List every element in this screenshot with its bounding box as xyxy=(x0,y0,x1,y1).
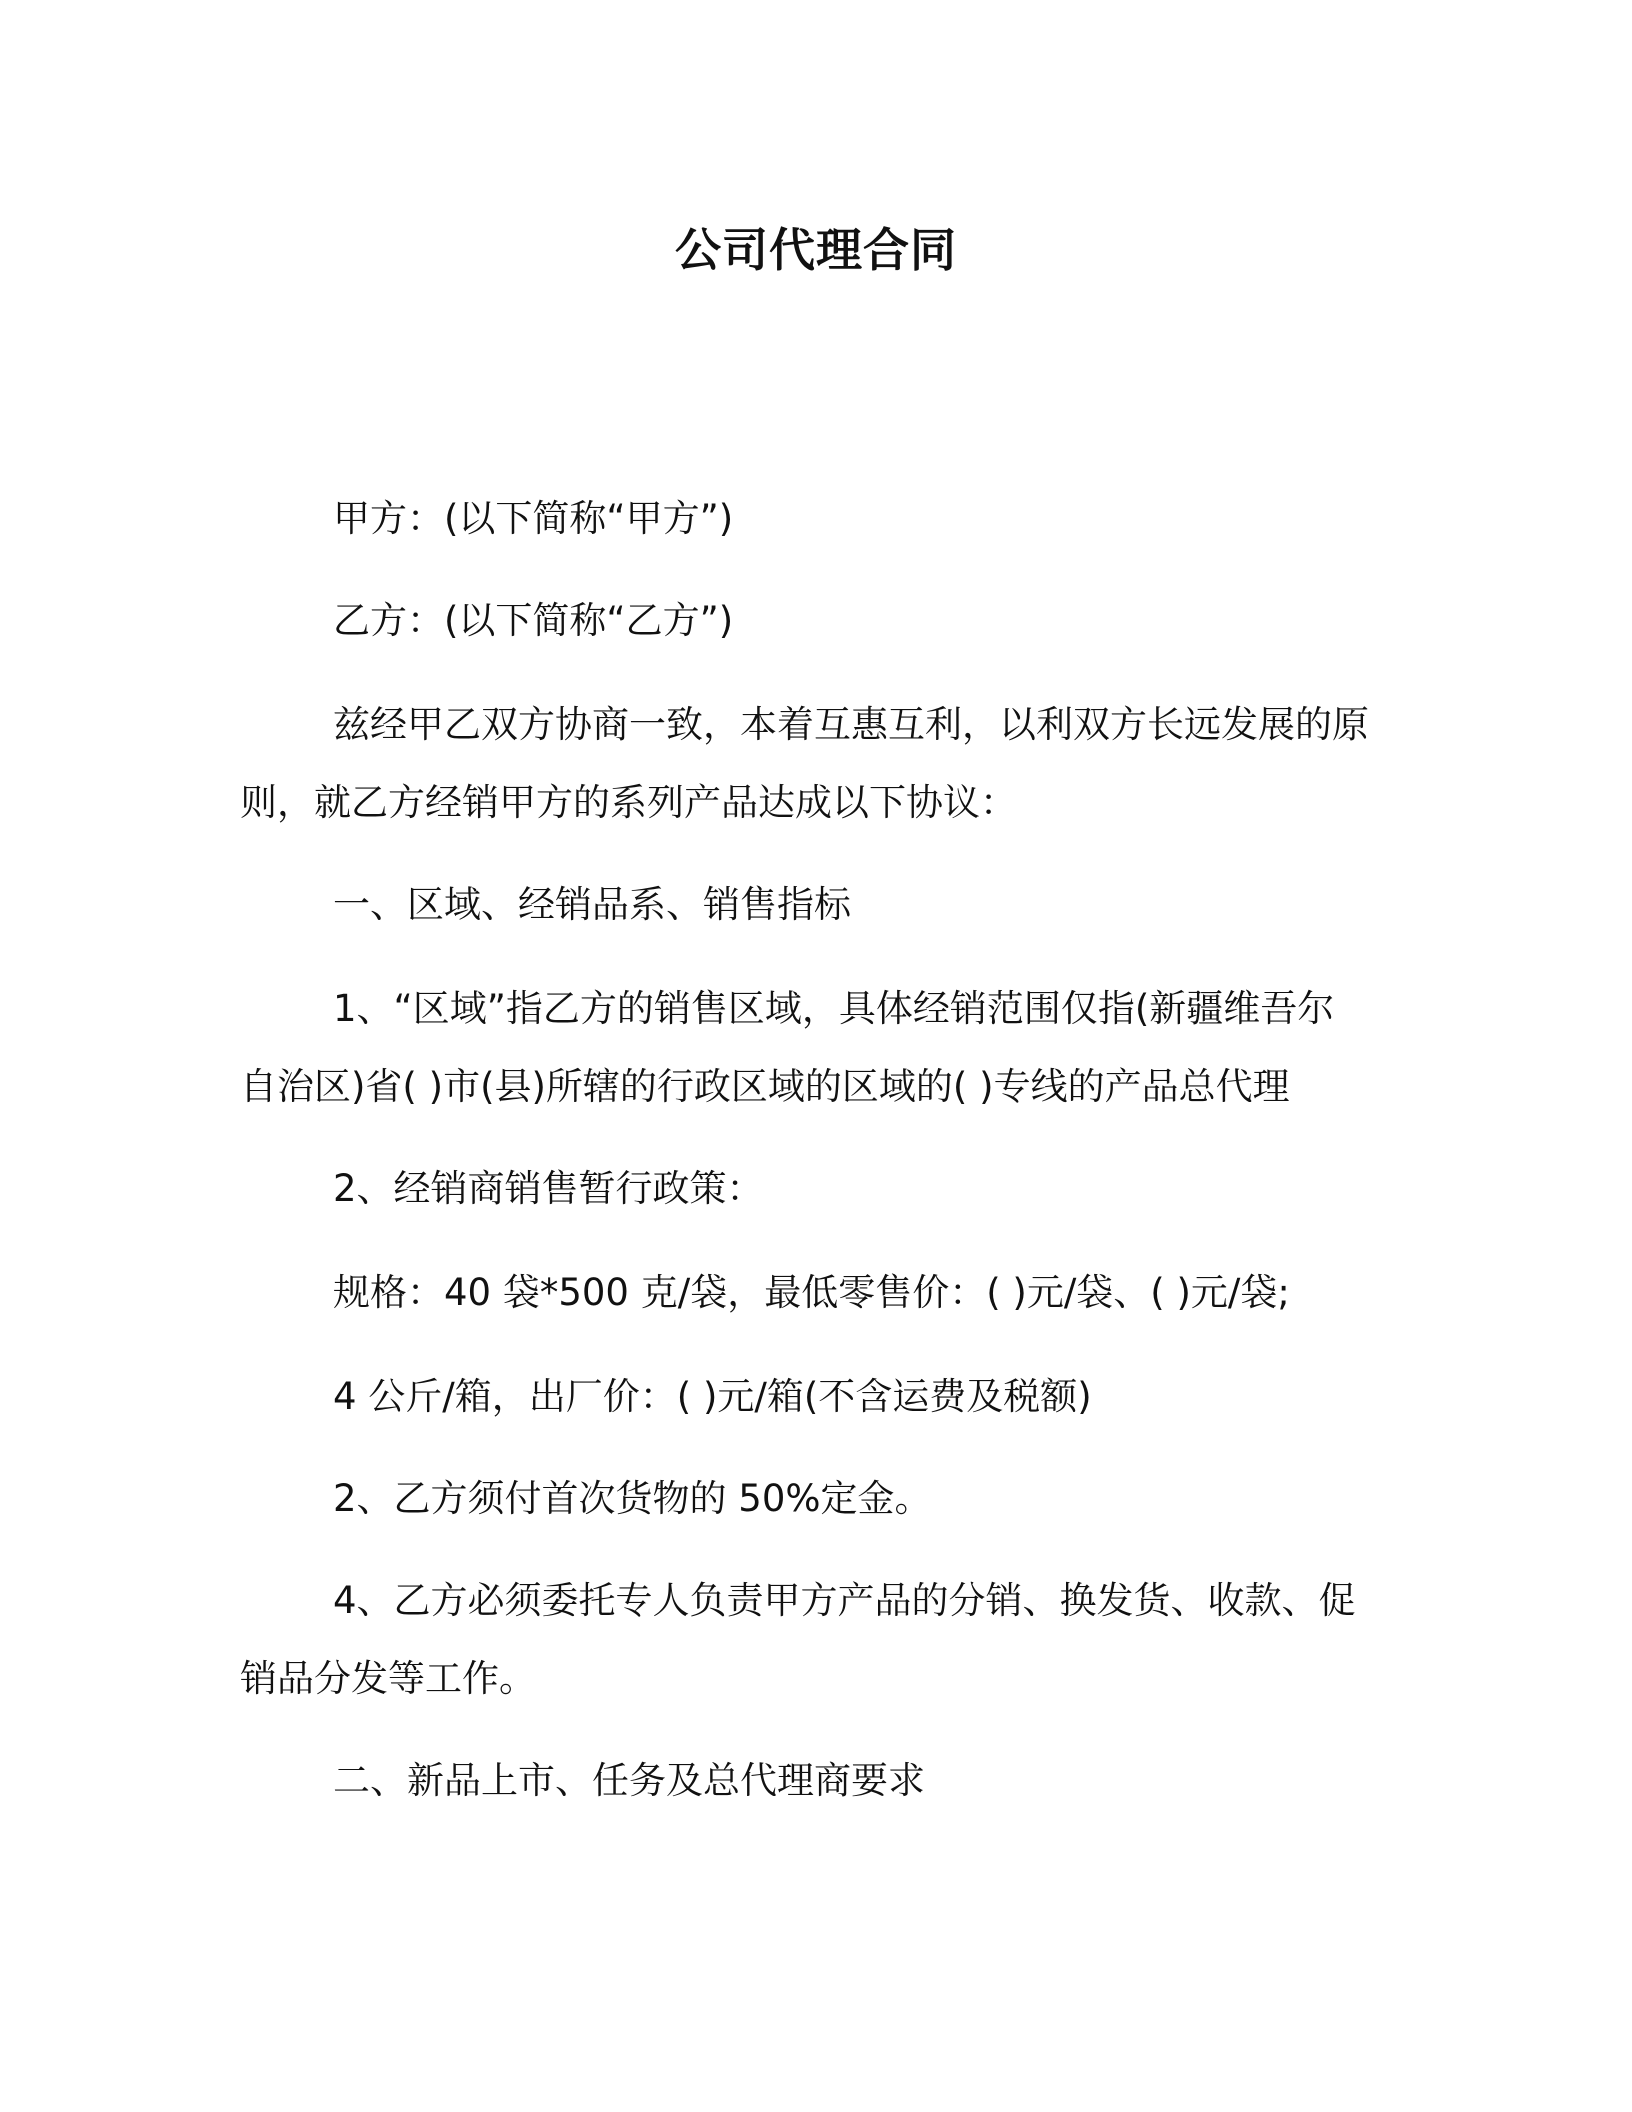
item-2b-line: 2、乙方须付首次货物的 50%定金。 xyxy=(333,1477,932,1520)
intro-paragraph xyxy=(240,686,1390,842)
intro-line-2: 则，就乙方经销甲方的系列产品达成以下协议： xyxy=(240,781,1017,824)
item-1-paragraph xyxy=(240,970,1390,1126)
party-a-line: 甲方：(以下简称“甲方”) xyxy=(333,497,734,540)
party-b-line: 乙方：(以下简称“乙方”) xyxy=(333,599,734,642)
spec-line: 规格：40 袋*500 克/袋，最低零售价：( )元/袋、( )元/袋; xyxy=(333,1271,1290,1314)
item-4-paragraph xyxy=(240,1562,1390,1718)
intro-line-1: 兹经甲乙双方协商一致，本着互惠互利，以利双方长远发展的原 xyxy=(333,703,1369,746)
item-1-line-2: 自治区)省( )市(县)所辖的行政区域的区域的( )专线的产品总代理 xyxy=(240,1065,1290,1108)
price-line: 4 公斤/箱，出厂价：( )元/箱(不含运费及税额) xyxy=(333,1375,1092,1418)
section-1-heading: 一、区域、经销品系、销售指标 xyxy=(333,883,851,926)
item-4-line-1: 4、乙方必须委托专人负责甲方产品的分销、换发货、收款、促 xyxy=(333,1579,1356,1622)
item-1-line-1: 1、“区域”指乙方的销售区域，具体经销范围仅指(新疆维吾尔 xyxy=(333,987,1335,1030)
document-title: 公司代理合同 xyxy=(675,223,957,277)
item-4-line-2: 销品分发等工作。 xyxy=(240,1657,536,1700)
item-2-heading: 2、经销商销售暂行政策： xyxy=(333,1167,764,1210)
section-2-heading: 二、新品上市、任务及总代理商要求 xyxy=(333,1759,925,1802)
